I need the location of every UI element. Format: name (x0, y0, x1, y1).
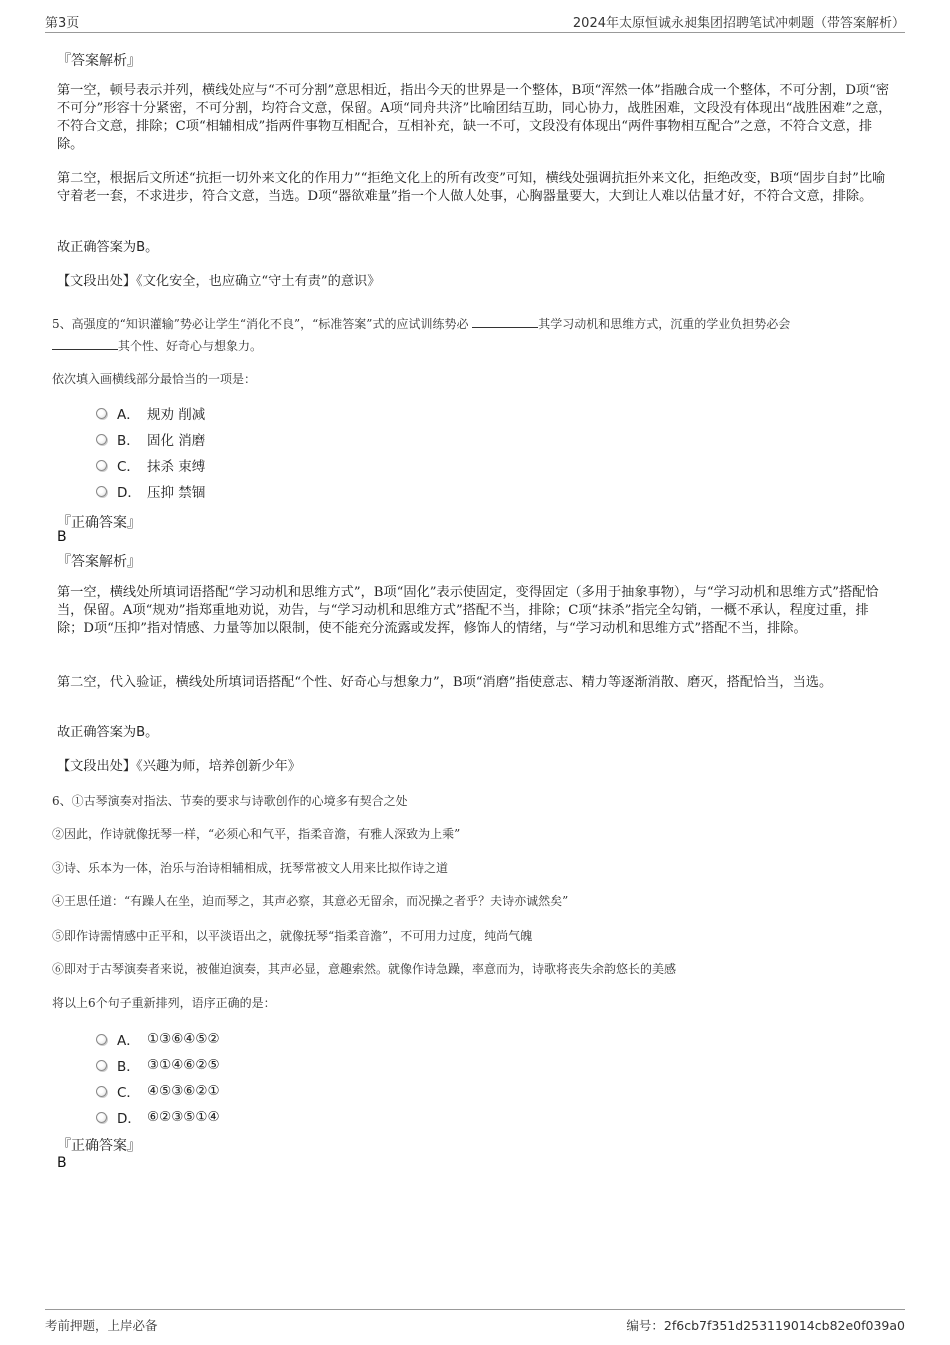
q6-sentence-6: ⑥即对于古琴演奏者来说，被催迫演奏，其声必显，意趣索然。就像作诗急躁，率意而为，诗歌将丧失余韵悠长的美感 (52, 962, 677, 976)
q6-sentence-1: 6、①古琴演奏对指法、节奏的要求与诗歌创作的心境多有契合之处 (52, 794, 408, 808)
q5-prompt: 依次填入画横线部分最恰当的一项是： (52, 372, 257, 386)
q5-answer: B (57, 529, 67, 545)
q5-conclusion: 故正确答案为B。 (57, 725, 159, 740)
q6-answer-label: 『正确答案』 (57, 1138, 141, 1154)
page-footer (45, 1309, 905, 1334)
q6-sentence-5: ⑤即作诗需情感中正平和，以平淡语出之，就像抚琴“指柔音澹”，不可用力过度，纯尚气魄 (52, 929, 533, 943)
radio-icon[interactable] (96, 460, 107, 471)
document-code: 编号：2f6cb7f351d253119014cb82e0f039a0 (626, 1318, 905, 1333)
q5-option-b[interactable] (96, 429, 205, 449)
radio-icon[interactable] (96, 1060, 107, 1071)
q5-stem-part3: 其个性、好奇心与想象力。 (118, 339, 263, 353)
option-text: ⑥②③⑤①④ (147, 1109, 220, 1125)
q6-sentence-4: ④王思任道：“有躁人在坐，迫而琴之，其声必察，其意必无留余，而况操之者乎？夫诗亦诚然矣” (52, 894, 569, 908)
q5-analysis-p1: 第一空，横线处所填词语搭配“学习动机和思维方式”，B项“固化”表示使固定，变得固定（多用于抽象事物），与“学习动机和思维方式”搭配恰当，保留。A项“规劝”指郑重地劝说，劝告，与“学习动机和思维方式”搭配不当，排除；C项“抹杀”指完全勾销，一概不承认，程度过重，排除；D项“压抑”指对情感、力量等加以限制，使不能充分流露或发挥，修饰人的情绪，与“学习动机和思维方式”搭配不当，排除。 (57, 585, 879, 636)
q6-option-a[interactable] (96, 1029, 220, 1049)
q5-stem (52, 313, 892, 357)
option-letter: A． (117, 1033, 140, 1049)
page-header (45, 12, 905, 33)
q4-conclusion: 故正确答案为B。 (57, 240, 159, 255)
q6-option-d[interactable] (96, 1107, 220, 1127)
option-text: ④⑤③⑥②① (147, 1083, 220, 1099)
option-text: 压抑 禁锢 (147, 485, 206, 501)
option-letter: B． (117, 1059, 140, 1075)
q5-blank-1 (472, 315, 538, 328)
q6-prompt: 将以上6个句子重新排列，语序正确的是： (52, 996, 276, 1010)
option-letter: B． (117, 433, 140, 449)
option-letter: D． (117, 485, 141, 501)
q4-source: 【文段出处】《文化安全，也应确立“守土有责”的意识》 (57, 274, 381, 289)
radio-icon[interactable] (96, 434, 107, 445)
document-title: 2024年太原恒诚永昶集团招聘笔试冲刺题（带答案解析） (572, 16, 905, 31)
option-letter: C． (117, 1085, 140, 1101)
option-letter: C． (117, 459, 140, 475)
footer-slogan: 考前押题，上岸必备 (45, 1318, 158, 1333)
q6-sentence-3: ③诗、乐本为一体，治乐与治诗相辅相成，抚琴常被文人用来比拟作诗之道 (52, 861, 449, 875)
radio-icon[interactable] (96, 1034, 107, 1045)
q6-sentence-2: ②因此，作诗就像抚琴一样，“必须心和气平，指柔音澹，有雅人深致为上乘” (52, 827, 461, 841)
radio-icon[interactable] (96, 1112, 107, 1123)
q5-option-d[interactable] (96, 481, 205, 501)
q5-blank-2 (52, 337, 118, 350)
q5-answer-label: 『正确答案』 (57, 515, 141, 531)
option-text: ③①④⑥②⑤ (147, 1057, 220, 1073)
q6-option-b[interactable] (96, 1055, 220, 1075)
q4-analysis-p1: 第一空，顿号表示并列，横线处应与“不可分割”意思相近，指出今天的世界是一个整体，B项“浑然一体”指融合成一个整体，不可分割，D项“密不可分”形容十分紧密，不可分割，均符合文意，保留。A项“同舟共济”比喻团结互助，同心协力，战胜困难，文段没有体现出“战胜困难”之意，不符合文意，排除；C项“相辅相成”指两件事物互相配合，互相补充，缺一不可，文段没有体现出“两件事物相互配合”之意，不符合文意，排除。 (57, 83, 892, 152)
q6-answer: B (57, 1155, 67, 1171)
radio-icon[interactable] (96, 1086, 107, 1097)
option-text: 固化 消磨 (147, 433, 206, 449)
q5-option-c[interactable] (96, 455, 205, 475)
radio-icon[interactable] (96, 408, 107, 419)
option-letter: A． (117, 407, 140, 423)
q4-analysis-label: 『答案解析』 (57, 53, 141, 69)
option-text: 规劝 削减 (147, 407, 206, 423)
q6-option-c[interactable] (96, 1081, 220, 1101)
q5-stem-part1: 5、高强度的“知识灌输”势必让学生“消化不良”，“标准答案”式的应试训练势必 (52, 317, 469, 331)
q5-analysis-label: 『答案解析』 (57, 554, 141, 570)
q4-analysis-p2: 第二空，根据后文所述“抗拒一切外来文化的作用力”“拒绝文化上的所有改变”可知，横线处强调抗拒外来文化，拒绝改变，B项“固步自封”比喻守着老一套，不求进步，符合文意，当选。D项“器欲难量”指一个人做人处事，心胸器量要大，大到让人难以估量才好，不符合文意，排除。 (57, 171, 886, 204)
q5-source: 【文段出处】《兴趣为师，培养创新少年》 (57, 759, 301, 774)
q5-option-a[interactable] (96, 403, 205, 423)
option-letter: D． (117, 1111, 141, 1127)
option-text: 抹杀 束缚 (147, 459, 206, 475)
q5-analysis-p2: 第二空，代入验证，横线处所填词语搭配“个性、好奇心与想象力”，B项“消磨”指使意志、精力等逐渐消散、磨灭，搭配恰当，当选。 (57, 675, 833, 690)
radio-icon[interactable] (96, 486, 107, 497)
page-number: 第3页 (45, 16, 80, 31)
q5-stem-part2: 其学习动机和思维方式，沉重的学业负担势必会 (538, 317, 791, 331)
option-text: ①③⑥④⑤② (147, 1031, 220, 1047)
